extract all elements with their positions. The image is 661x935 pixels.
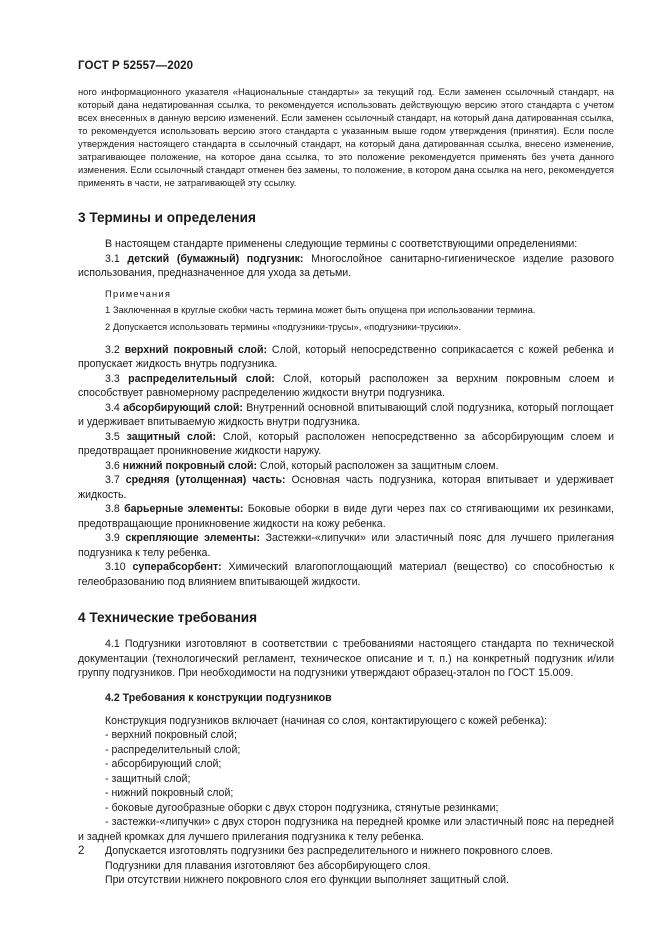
term-definition: Слой, который расположен непосредственно за абсорбирующим слоем и предотвращает проникновение жидкости наружу. [78, 430, 614, 457]
term-name: барьерные элементы: [124, 503, 244, 515]
term-3-3 [78, 372, 614, 401]
term-3-1 [78, 252, 614, 281]
term-name: суперабсорбент: [132, 561, 222, 573]
page-number: 2 [78, 845, 85, 857]
term-name: средняя (утолщенная) часть: [125, 474, 286, 486]
intro-paragraph: ного информационного указателя «Национальные стандарты» за текущий год. Если заменен ссылочный стандарт, на который дана недатированная ссылка, то рекомендуется использовать действующую версию этого стандарта с учетом всех внесенных в данную версию изменений. Если заменен ссылочный стандарт, на который дана датированная ссылка, то рекомендуется использовать версию этого стандарта с указанным выше годом утверждения (принятия). Если после утверждения настоящего стандарта в ссылочный стандарт, на который дана датированная ссылка, внесено изменение, затрагивающее положение, на которое дана ссылка, то это положение рекомендуется применять без учета данного изменения. Если ссылочный стандарт отменен без замены, то положение, в котором дана ссылка на него, рекомендуется применять в части, не затрагивающей эту ссылку. [78, 86, 614, 188]
term-3-7 [78, 473, 614, 502]
clause-4-1: 4.1 Подгузники изготовляют в соответствии с требованиями настоящего стандарта по технической документации (технологический регламент, техническое описание и т. п.) на конкретный подгузник и/или группу подгузников. При необходимости на подгузники утверждают образец-эталон по ГОСТ 15.009. [78, 638, 614, 679]
list-item: - застежки-«липучки» с двух сторон подгузника на передней кромке или эластичный пояс на передней и задней кромках для лучшего прилегания подгузника к телу ребенка. [78, 816, 614, 843]
list-item: - абсорбирующий слой; [105, 758, 222, 770]
term-number: 3.7 [105, 474, 126, 486]
term-definition: Слой, который расположен за защитным слоем. [256, 459, 499, 472]
term-name: абсорбирующий слой: [123, 401, 243, 414]
term-name: защитный слой: [126, 430, 216, 443]
note-2: 2 Допускается использовать термины «подгузники-трусы», «подгузники-трусики». [105, 320, 462, 332]
list-item: - защитный слой; [105, 772, 191, 785]
term-number: 3.4 [105, 401, 124, 414]
term-3-9 [78, 531, 614, 560]
term-number: 3.3 [105, 372, 129, 385]
clause-4-2-heading: 4.2 Требования к конструкции подгузников [105, 691, 332, 704]
term-definition: Слой, который непосредственно соприкасается с кожей ребенка и пропускает жидкость внутрь подгузника. [78, 343, 614, 370]
term-definition: Застежки-«липучки» или эластичный пояс для лучшего прилегания подгузника к телу ребенка. [78, 532, 614, 559]
term-definition: Слой, который расположен за верхним покровным слоем и способствует равномерному распределению жидкости внутри подгузника. [78, 372, 614, 399]
term-name: скрепляющие элементы: [125, 532, 261, 544]
list-item: - распределительный слой; [105, 743, 241, 756]
term-3-6 [78, 459, 614, 474]
swim-paragraph: Подгузники для плавания изготовляют без абсорбирующего слоя. [105, 859, 431, 872]
term-3-10 [78, 560, 614, 589]
construction-list [78, 728, 614, 844]
section-4-heading: 4 Технические требования [78, 610, 258, 625]
allowance-paragraph: Допускается изготовлять подгузники без распределительного и нижнего покровного слоев. [105, 845, 554, 857]
list-item: - верхний покровный слой; [105, 729, 237, 741]
page-content [78, 85, 614, 888]
term-3-4 [78, 401, 614, 430]
term-number: 3.9 [105, 532, 126, 544]
term-number: 3.5 [105, 430, 127, 443]
term-3-5 [78, 430, 614, 459]
notes-title: Примечания [105, 287, 172, 299]
term-definition: Боковые оборки в виде дуги через пах со стягивающими их резинками, предотвращающие проникновение жидкости на кожу ребенка. [78, 503, 615, 530]
term-3-2 [78, 343, 614, 372]
term-name: нижний покровный слой: [122, 459, 257, 472]
term-3-8 [78, 502, 614, 531]
list-item: - боковые дугообразные оборки с двух сторон подгузника, стянутые резинками; [105, 801, 499, 814]
term-name: детский (бумажный) подгузник: [127, 252, 304, 265]
term-definition: Химический влагопоглощающий материал (вещество) со способностью к гелеобразованию под влиянием впитывающей жидкости. [78, 561, 615, 588]
list-item: - нижний покровный слой; [105, 787, 234, 799]
note-1: 1 Заключенная в круглые скобки часть термина может быть опущена при использовании термина. [105, 303, 536, 315]
absent-layer-paragraph: При отсутствии нижнего покровного слоя его функции выполняет защитный слой. [105, 874, 509, 886]
term-number: 3.10 [105, 561, 133, 573]
term-definition: Внутренний основной впитывающий слой подгузника, который поглощает и удерживает впитываемую жидкость внутри подгузника. [78, 401, 615, 428]
term-name: распределительный слой: [128, 372, 275, 385]
term-definition: Многослойное санитарно-гигиеническое изделие разового использования, предназначенное для ухода за детьми. [78, 252, 614, 279]
document-header: ГОСТ Р 52557—2020 [78, 60, 194, 72]
term-number: 3.8 [105, 503, 125, 515]
section-3-intro: В настоящем стандарте применены следующие термины с соответствующими определениями: [105, 238, 578, 250]
term-number: 3.2 [105, 343, 125, 356]
term-number: 3.6 [105, 459, 123, 472]
term-definition: Основная часть подгузника, которая впитывает и удерживает жидкость. [78, 474, 614, 501]
section-3-heading: 3 Термины и определения [78, 210, 256, 225]
construction-intro: Конструкция подгузников включает (начиная со слоя, контактирующего с кожей ребенка): [105, 714, 548, 727]
term-number: 3.1 [105, 252, 128, 265]
term-name: верхний покровный слой: [124, 343, 267, 356]
